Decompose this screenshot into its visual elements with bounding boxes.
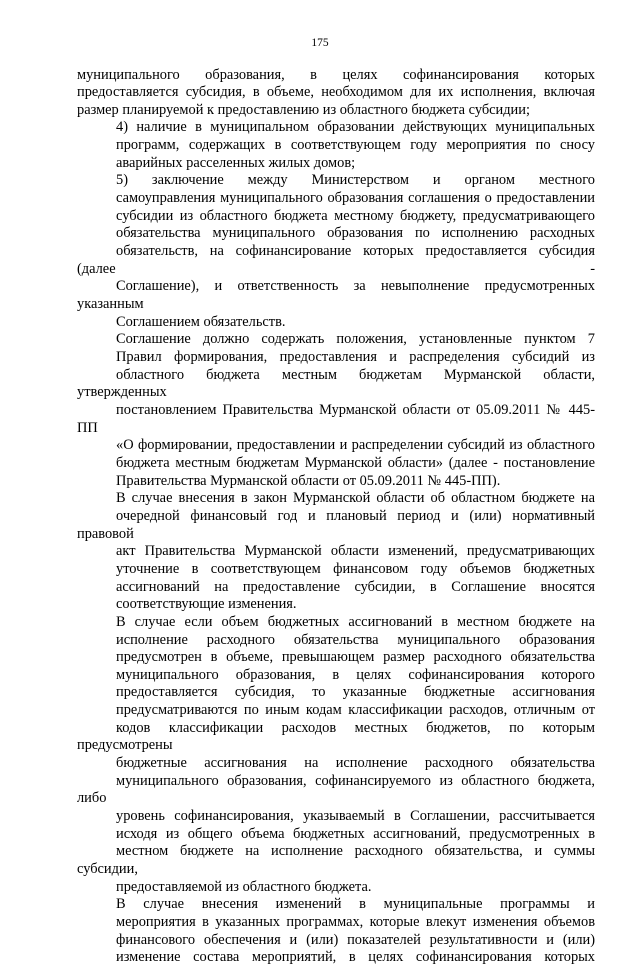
- text-line: муниципального образования, в целях софинансирования которых: [77, 66, 595, 83]
- text-line: предоставляется субсидия, в объеме, необходимом для их исполнения, включая: [77, 84, 595, 101]
- text-line: финансового обеспечения и (или) показателей результативности и (или): [116, 931, 595, 948]
- text-line: предоставляемой из областного бюджета.: [116, 878, 372, 895]
- text-line: постановлением Правительства Мурманской области от 05.09.2011 № 445-ПП: [77, 401, 595, 436]
- text-line: очередной финансовый год и плановый период и (или) нормативный правовой: [77, 507, 595, 542]
- text-line: обязательств, на софинансирование которых предоставляется субсидия (далее -: [77, 243, 595, 277]
- text-line: размер планируемой к предоставлению из областного бюджета субсидии;: [77, 101, 530, 118]
- text-line: 4) наличие в муниципальном образовании действующих муниципальных: [116, 119, 595, 136]
- text-line: предусматриваются по иным кодам классификации расходов, отличным от: [116, 702, 595, 719]
- text-line: программ, содержащих в соответствующем году мероприятия по сносу: [116, 137, 595, 154]
- text-line: В случае если объем бюджетных ассигнований в местном бюджете на: [116, 613, 595, 630]
- text-line: предоставляется субсидия, то указанные бюджетные ассигнования: [116, 684, 595, 701]
- text-line: уточнение в соответствующем финансовом году объемов бюджетных: [116, 560, 595, 577]
- text-line: соответствующие изменения.: [116, 596, 297, 613]
- text-line: субсидии из областного бюджета местному бюджету, предусматривающего: [116, 207, 595, 224]
- text-line: самоуправления муниципального образования соглашения о предоставлении: [116, 190, 595, 207]
- text-line: изменение состава мероприятий, в целях софинансирования которых: [116, 949, 595, 966]
- text-line: В случае внесения в закон Мурманской области об областном бюджете на: [116, 490, 595, 507]
- page-number: 175: [311, 37, 329, 49]
- text-line: местном бюджете на исполнение расходного обязательства, и суммы субсидии,: [77, 843, 595, 878]
- text-line: уровень софинансирования, указываемый в Соглашении, рассчитывается: [116, 808, 595, 825]
- text-line: Соглашением обязательств.: [116, 313, 286, 330]
- paragraph: [77, 67, 595, 120]
- paragraph: [77, 119, 595, 172]
- text-line: муниципального образования, софинансируемого из областного бюджета, либо: [77, 772, 595, 807]
- paragraph: [77, 490, 595, 614]
- paragraph: [77, 172, 595, 331]
- text-line: «О формировании, предоставлении и распределении субсидий из областного: [116, 437, 595, 454]
- text-line: кодов классификации расходов местных бюджетов, по которым предусмотрены: [77, 719, 595, 754]
- text-line: бюджета местным бюджетам Мурманской области» (далее - постановление: [116, 454, 595, 471]
- paragraph: [77, 331, 595, 490]
- text-line: мероприятия в указанных программах, которые влекут изменения объемов: [116, 914, 595, 930]
- text-line: обязательства муниципального образования по исполнению расходных: [116, 225, 595, 242]
- text-line: Соглашение), и ответственность за невыполнение предусмотренных указанным: [77, 278, 595, 313]
- text-line: областного бюджета местным бюджетам Мурманской области, утвержденных: [77, 366, 595, 401]
- paragraph: [77, 896, 595, 967]
- text-line: муниципального образования, в целях софинансирования которого: [116, 666, 595, 683]
- text-line: акт Правительства Мурманской области изменений, предусматривающих: [116, 543, 595, 560]
- text-line: аварийных расселенных жилых домов;: [116, 154, 356, 171]
- paragraph: [77, 614, 595, 897]
- text-line: В случае внесения изменений в муниципальные программы и: [116, 896, 595, 913]
- text-line: бюджетные ассигнования на исполнение расходного обязательства: [116, 755, 595, 772]
- text-line: исполнение расходного обязательства муниципального образования: [116, 631, 595, 648]
- document-body: [77, 67, 595, 967]
- text-line: ассигнований на предоставление субсидии, в Соглашение вносятся: [116, 578, 595, 595]
- text-line: 5) заключение между Министерством и органом местного: [116, 172, 595, 189]
- text-line: Правил формирования, предоставления и распределения субсидий из: [116, 349, 595, 365]
- text-line: исходя из общего объема бюджетных ассигнований, предусмотренных в: [116, 825, 595, 842]
- text-line: предусмотрен в объеме, превышающем размер расходного обязательства: [116, 649, 595, 666]
- text-line: Соглашение должно содержать положения, установленные пунктом 7: [116, 331, 595, 348]
- text-line: Правительства Мурманской области от 05.09.2011 № 445-ПП).: [116, 472, 501, 489]
